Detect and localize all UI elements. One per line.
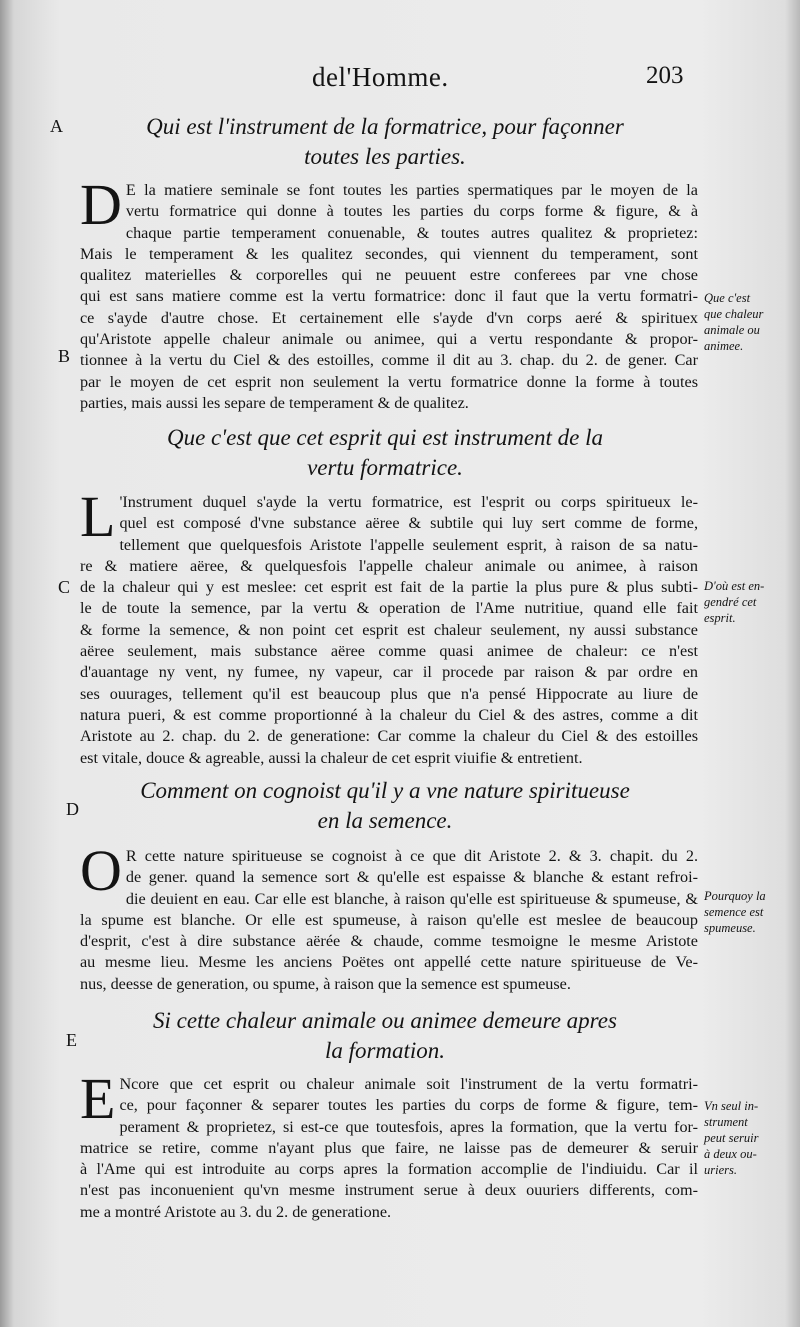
text-line: re & matiere aëree, & quelquesfois l'appelle chaleur animale ou animee, à raison — [80, 556, 698, 575]
margin-note-line: esprit. — [704, 611, 736, 625]
text-line: nus, deesse de generation, ou spume, à raison que la semence est spumeuse. — [80, 974, 571, 993]
margin-note-line: Pourquoy la — [704, 889, 766, 903]
margin-note-line: semence est — [704, 905, 764, 919]
heading-line: Comment on cognoist qu'il y a vne nature spiritueuse — [140, 778, 630, 803]
heading-line: Qui est l'instrument de la formatrice, pour façonner — [146, 114, 624, 139]
text-line: le de toute la semence, par la vertu & operation de l'Ame nutritiue, quand elle fait — [80, 599, 698, 618]
heading-line: vertu formatrice. — [307, 455, 463, 480]
margin-marker-b: B — [58, 346, 71, 366]
text-line: qualitez materielles & corporelles qui ne peuuent estre conferees par vne chose — [80, 266, 698, 285]
section-heading — [80, 776, 690, 836]
text-line: vertu formatrice qui donne à toutes les parties du corps forme & figure, & à — [125, 202, 698, 221]
paragraph — [80, 172, 698, 414]
margin-note — [704, 888, 794, 936]
text-line: parties, mais aussi les separe de temperament & de qualitez. — [80, 393, 469, 412]
section-heading — [80, 1006, 690, 1066]
margin-note-line: animee. — [704, 339, 744, 353]
margin-note-line: que chaleur — [704, 307, 764, 321]
text-line: au mesme lieu. Mesme les anciens Poëtes ont appellé cette nature spiritueuse de Ve- — [80, 953, 698, 972]
page-number: 203 — [646, 62, 684, 89]
text-line: die deuient en eau. Car elle est blanche, à raison qu'elle est spiritueuse & spumeuse, & — [125, 889, 698, 908]
margin-marker-a: A — [50, 116, 63, 136]
text-line: aëree seulement, mais substance aëree comme quasi animee de chaleur: ce n'est — [80, 642, 698, 661]
text-line: à l'Ame qui est introduite au corps apres la formation accomplie de l'indiuidu. Car il — [80, 1160, 698, 1179]
margin-note-line: gendré cet — [704, 595, 757, 609]
heading-line: en la semence. — [317, 808, 453, 833]
drop-cap: D — [80, 172, 122, 237]
margin-note-line: spumeuse. — [704, 921, 756, 935]
text-line: est vitale, douce & agreable, aussi la chaleur de cet esprit viuifie & entretient. — [80, 748, 583, 767]
margin-note-line: animale ou — [704, 323, 760, 337]
text-line: n'est pas inconuenient qu'vn mesme instrument serue à deux ouuriers differents, com- — [80, 1181, 698, 1200]
text-line: Ncore que cet esprit ou chaleur animale soit l'instrument de la vertu formatri- — [119, 1075, 698, 1093]
text-line: matrice se retire, comme n'ayant plus que faire, ne laisse pas de demeurer & seruir — [80, 1138, 698, 1157]
margin-marker-e: E — [66, 1030, 77, 1050]
text-line: Aristote au 2. chap. du 2. de generatione: Car comme la chaleur du Ciel & des estoilles — [80, 727, 698, 746]
margin-note-line: peut seruir — [704, 1131, 759, 1145]
margin-note-line: à deux ou- — [704, 1147, 757, 1161]
section-heading — [80, 112, 690, 172]
text-line: tionnee à la vertu du Ciel & des estoilles, comme il dit au 3. chap. du 2. de gener. Car — [80, 351, 698, 370]
text-line: perament & proprietez, si est-ce que toutesfois, apres la formation, que la vertu for- — [119, 1117, 698, 1136]
text-line: me a montré Aristote au 3. du 2. de generatione. — [80, 1202, 392, 1221]
text-line: qu'Aristote appelle chaleur animale ou animee, qui a vertu respondante & propor- — [80, 330, 698, 349]
paragraph — [80, 838, 698, 995]
text-line: 'Instrument duquel s'ayde la vertu formatrice, est l'esprit ou corps spiritueux le- — [119, 493, 698, 511]
margin-note-line: D'où est en- — [704, 579, 765, 593]
margin-note-line: strument — [704, 1115, 748, 1129]
margin-note — [704, 1098, 794, 1178]
text-line: par le moyen de cet esprit non seulement la vertu formatrice donne la forme à toutes — [80, 372, 698, 391]
heading-line: Si cette chaleur animale ou animee demeure apres — [153, 1008, 617, 1033]
text-line: R cette nature spiritueuse se cognoist à ce que dit Aristote 2. & 3. chapit. du 2. — [125, 847, 698, 865]
text-line: ce, pour façonner & separer toutes les parties du corps de forme & figure, tem- — [119, 1096, 698, 1115]
text-line: natura pueri, & est comme proportionné à la chaleur du Ciel & des astres, comme a dit — [80, 705, 698, 724]
running-head — [0, 62, 800, 102]
section-heading — [80, 423, 690, 483]
margin-marker-d: D — [66, 799, 79, 819]
text-line: quel est composé d'vne substance aëree & subtile qui luy sert comme de forme, — [119, 514, 698, 533]
drop-cap: L — [80, 484, 116, 549]
text-line: d'esprit, c'est à dire substance aërée & chaude, comme tesmoigne le mesme Aristote — [80, 932, 698, 951]
text-line: ses ouurages, tellement qu'il est beaucoup plus que n'a pensé Hippocrate au liure de — [80, 684, 698, 703]
text-line: de la chaleur qui y est meslee: cet esprit est fait de la partie la plus pure & plus subti- — [80, 578, 698, 597]
text-line: de gener. quand la semence sort & qu'elle est espaisse & blanche & estant refroi- — [125, 868, 698, 887]
margin-note-line: Que c'est — [704, 291, 751, 305]
text-line: qui est sans matiere comme est la vertu formatrice: donc il faut que la vertu formatri- — [80, 287, 698, 306]
text-line: chaque partie temperament conuenable, & toutes autres qualitez & proprietez: — [125, 223, 698, 242]
margin-note — [704, 578, 794, 626]
heading-line: Que c'est que cet esprit qui est instrument de la — [166, 425, 604, 450]
heading-line: toutes les parties. — [304, 144, 466, 169]
margin-marker-c: C — [58, 577, 71, 597]
running-title: del'Homme. — [312, 62, 449, 92]
margin-note — [704, 290, 794, 354]
text-line: Mais le temperament & les qualitez secondes, qui viennent du temperament, sont — [80, 244, 698, 263]
heading-line: la formation. — [324, 1038, 446, 1063]
margin-note-line: uriers. — [704, 1163, 737, 1177]
text-line: E la matiere seminale se font toutes les parties spermatiques par le moyen de la — [125, 181, 698, 199]
text-line: & forme la semence, & non point cet esprit est chaleur seulement, ny aussi substance — [80, 620, 698, 639]
drop-cap: O — [80, 838, 122, 903]
margin-note-line: Vn seul in- — [704, 1099, 759, 1113]
text-line: tellement que quelquesfois Aristote l'appelle seulement esprit, à raison de sa natu- — [119, 535, 698, 554]
text-line: d'auantage ny vent, ny fumee, ny vapeur, car il procede par raison & par ordre en — [80, 663, 698, 682]
paragraph — [80, 1066, 698, 1223]
text-line: la spume est blanche. Or elle est spumeuse, à raison qu'elle est meslee de beaucoup — [80, 910, 698, 929]
paragraph — [80, 484, 698, 769]
text-line: ce s'ayde d'autre chose. Et certainement elle s'ayde d'vn corps aeré & spirituex — [80, 308, 698, 327]
drop-cap: E — [80, 1066, 116, 1131]
